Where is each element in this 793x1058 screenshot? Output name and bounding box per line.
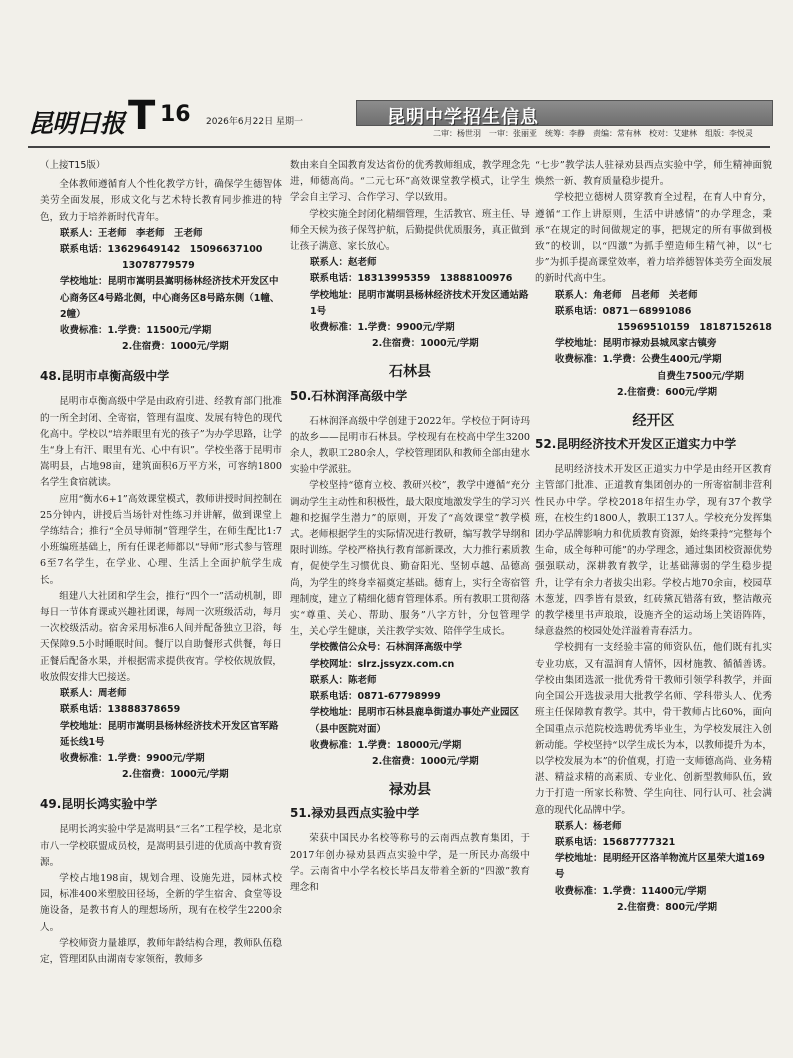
column-2: [290, 158, 530, 896]
district-heading: 石林县: [389, 364, 431, 381]
fee-boarding: 2.住宿费：1000元/学期: [372, 338, 479, 350]
page-letter: T: [128, 93, 156, 139]
paragraph: “七步”教学法人驻禄劝县西点实验中学，师生精神面貌焕然一新、教育质量稳步提升。: [535, 160, 772, 188]
contact-phone: 联系电话：0871-67798999: [310, 691, 441, 703]
fee-boarding: 2.住宿费：600元/学期: [617, 386, 718, 398]
paragraph: 昆明长鸿实验中学是嵩明县“三名”工程学校，是北京市八一学校联盟成员校，是嵩明县引进的优质高中教育资源。: [40, 824, 282, 868]
masthead: [28, 93, 773, 142]
paragraph: 应用“衡水6+1”高效课堂模式，教师讲授时间控制在25分钟内，讲授后当场针对性练习并讲解，做到课堂上学练结合；推行“全员导师制”管理学生，在师生配比1:7小班编班基础上，所有任课老师都以“导师”形式参与管理6至7名学生，在学业、心理、生活上全面护航学生成长。: [40, 493, 282, 586]
paragraph: 学校实施全封闭化精细管理，生活教官、班主任、导师全天候为孩子保驾护航，后勤提供优质服务，真正做到让孩子满意、家长放心。: [290, 208, 530, 253]
wechat-account: 学校微信公众号：石林润泽高级中学: [310, 642, 463, 654]
fee-tuition: 收费标准：1.学费：9900元/学期: [60, 752, 205, 764]
page-number: 16: [160, 102, 191, 127]
contact-person: 联系人：王老师 李老师 王老师: [60, 227, 203, 239]
contact-phone: 联系电话：0871－68991086: [555, 305, 692, 317]
paragraph: 学校占地198亩，规划合理、设施先进，园林式校园，标准400米塑胶田径场，全新的学生宿舍、食堂等设施设备，是教书育人的理想场所，现有在校学生2200余人。: [40, 872, 282, 933]
school-heading: 50.石林润泽高级中学: [290, 388, 408, 403]
contact-phone: 联系电话：18313995359 13888100976: [310, 273, 513, 285]
school-heading: 49.昆明长鸿实验中学: [40, 797, 158, 812]
school-address: 学校地址：昆明市嵩明县杨林经济技术开发区通站路1号: [310, 289, 529, 317]
fee-tuition-self: 自费生7500元/学期: [657, 370, 744, 382]
section-title-banner: [356, 100, 773, 126]
fee-boarding: 2.住宿费：800元/学期: [617, 901, 718, 913]
fee-tuition: 收费标准：1.学费：11500元/学期: [60, 325, 212, 337]
contact-person: 联系人：周老师: [60, 688, 127, 700]
paragraph: 昆明经济技术开发区正道实力中学是由经开区教育主管部门批准、正道教育集团创办的一所寄宿制非营利性民办中学。学校2018年招生办学，现有37个教学班，在校生约1800人，教职工137人。学校充分发挥集团办学品牌影响力和优质教育资源，始终秉持“完整每个生命，成全每种可能”的办学理念，通过集团校资源优势强强联动，深耕教育教学，让基础薄弱的学生稳步提升，让学有余力者拔尖出彩。学校占地70余亩，校园草木葱茏，四季皆有景致，红砖黛瓦错落有致，整洁敞亮的教学楼里书声琅琅，设施齐全的运动场上笑语阵阵，绿意盎然的校园处处洋溢着青春活力。: [535, 464, 772, 638]
fee-tuition: 收费标准：1.学费：11400元/学期: [555, 885, 707, 897]
paragraph: 学校拥有一支经验丰富的师资队伍，他们既有扎实专业功底，又有温润育人情怀，因材施教、循循善诱。学校由集团选派一批优秀骨干教师引领学科教学，并面向全国公开选拔录用大批教学名师、学科带头人、优秀班主任保障教育教学。其中，骨干教师占比60%，面向全国重点示范院校选聘优秀毕业生，为学校发展注入创新动能。学校坚持“以学生成长为本，以教师提升为本，以学校发展为本”的价值观，打造一支师德高尚、业务精湛、精益求精的高素质、专业化、创新型教师队伍，致力于打造一所家长称赞、学生向往、同行认可、社会满意的现代化品牌中学。: [535, 642, 772, 816]
contact-person: 联系人：赵老师: [310, 257, 377, 269]
school-address: 学校地址：昆明经开区洛羊物流片区星荣大道169号: [555, 853, 765, 881]
contact-phone: 联系电话：13888378659: [60, 704, 181, 716]
paragraph: 荣获中国民办名校等称号的云南西点教育集团，于2017年创办禄劝县西点实验中学，是一所民办高级中学。云南省中小学名校长毕昌友带着全新的“四激”教育理念和: [290, 833, 530, 893]
school-address: 学校地址：昆明市禄劝县城凤家古镇旁: [555, 338, 717, 350]
issue-date: 2026年6月22日 星期一: [206, 117, 303, 127]
fee-boarding: 2.住宿费：1000元/学期: [122, 341, 229, 353]
contact-person: 联系人：角老师 吕老师 关老师: [555, 289, 698, 301]
section-title: 昆明中学招生信息: [387, 107, 539, 128]
fee-tuition: 收费标准：1.学费：公费生400元/学期: [555, 354, 722, 366]
contact-phone: 联系电话：15687777321: [555, 836, 676, 848]
fee-boarding: 2.住宿费：1000元/学期: [122, 769, 229, 781]
contact-phone: 联系电话：13629649142 15096637100: [60, 244, 263, 256]
contact-person: 联系人：杨老师: [555, 820, 622, 832]
paragraph: 学校师资力量雄厚，教师年龄结构合理，教师队伍稳定，管理团队由湖南专家领衔，教师多: [40, 937, 282, 965]
contact-phone-extra: 13078779579: [122, 260, 195, 272]
paragraph: 石林润泽高级中学创建于2022年。学校位于阿诗玛的故乡——昆明市石林县。学校现有在校高中学生3200余人，教职工280余人，学校管理团队和教师全部由建水实验中学派驻。: [290, 415, 530, 476]
column-3: [535, 158, 772, 916]
paragraph: 昆明市卓衡高级中学是由政府引进、经教育部门批准的一所全封闭、全寄宿，管理有温度、发展有特色的现代化高中。学校以“培养眼里有光的孩子”为办学思路，让学生“身上有汗、眼里有光、心中有识”。学校坐落于昆明市嵩明县，占地98亩，建筑面积6万平方米，可容纳1800名学生食宿就读。: [40, 396, 282, 489]
paragraph: 数由来自全国教育发达省份的优秀教师组成，教学理念先进，师德高尚。“二元七环”高效课堂教学模式，让学生学会自主学习、合作学习、学以致用。: [290, 160, 530, 204]
paragraph: 全体教师遵循育人个性化教学方针，确保学生德智体美劳全面发展，形成文化与艺术特长教育同步推进的特色，致力于培养新时代青年。: [40, 179, 282, 223]
district-heading: 禄劝县: [389, 782, 431, 799]
newspaper-logo: 昆明日报: [28, 109, 125, 138]
continued-note: （上接T15版）: [40, 160, 106, 171]
district-heading: 经开区: [632, 413, 675, 430]
school-address: 学校地址：昆明市嵩明县嵩明杨林经济技术开发区中心商务区4号路北侧，中心商务区8号路东侧（1幢、2幢）: [60, 276, 280, 320]
school-address: 学校地址：昆明市石林县鹿阜街道办事处产业园区（县中医院对面）: [310, 707, 520, 735]
school-address: 学校地址：昆明市嵩明县杨林经济技术开发区官军路延长线1号: [60, 720, 279, 748]
paragraph: 组建八大社团和学生会，推行“四个一”活动机制，即每日一节体育课或兴趣社团课，每周一次班级活动，每月一次校级活动。宿舍采用标准6人间并配备独立卫浴，每天保障9.5小时睡眠时间。餐厅以自助餐形式供餐，每日正餐后配备水果，并根据需求提供夜宵。学校依规放假，收放假安排大巴接送。: [40, 590, 282, 683]
fee-tuition: 收费标准：1.学费：18000元/学期: [310, 739, 462, 751]
column-1: [40, 158, 282, 968]
paragraph: 学校把立德树人贯穿教育全过程，在育人中育分，遵循“工作上讲原则，生活中讲感情”的办学理念，秉承“在规定的时间做规定的事，把规定的所有事做到极致”的校训，以“四激”为抓手塑造师生精气神，以“七步”为抓手提高课堂效率，着力培养德智体美劳全面发展的新时代高中生。: [535, 192, 772, 285]
contact-phone-extra: 15969510159 18187152618: [617, 322, 772, 334]
editorial-credits: 二审：杨世羽 一审：张丽亚 统筹：李静 责编：常有林 校对：艾建林 组版：李悦灵: [433, 129, 753, 138]
contact-person: 联系人：陈老师: [310, 674, 377, 686]
school-website: 学校网址：slrz.jssyzx.com.cn: [310, 658, 455, 670]
school-heading: 52.昆明经济技术开发区正道实力中学: [535, 437, 737, 452]
fee-boarding: 2.住宿费：1000元/学期: [372, 755, 479, 767]
school-heading: 48.昆明市卓衡高级中学: [40, 369, 170, 384]
paragraph: 学校坚持“德育立校、教研兴校”，教学中遵循“充分调动学生主动性和积极性，最大限度地激发学生的学习兴趣和挖掘学生潜力”的原则，开发了“高效课堂”教学模式。老师根据学生的实际情况进行教研，编写教学导纲和限时训练。学校严格执行教育部新课改，大力推行素质教育，促使学生习惯优良、勤奋阳光、坚韧卓越、品德高尚，为学生的终身幸福奠定基础。德育上，实行全寄宿管理制度，建立了精细化德育管理体系。所有教职工贯彻落实“尊重、关心、帮助、服务”八字方针，分包管理学生，关心学生健康，关注教学实效、陪伴学生成长。: [290, 480, 530, 638]
header-rule: [28, 146, 770, 148]
fee-tuition: 收费标准：1.学费：9900元/学期: [310, 322, 455, 334]
school-heading: 51.禄劝县西点实验中学: [290, 806, 420, 821]
